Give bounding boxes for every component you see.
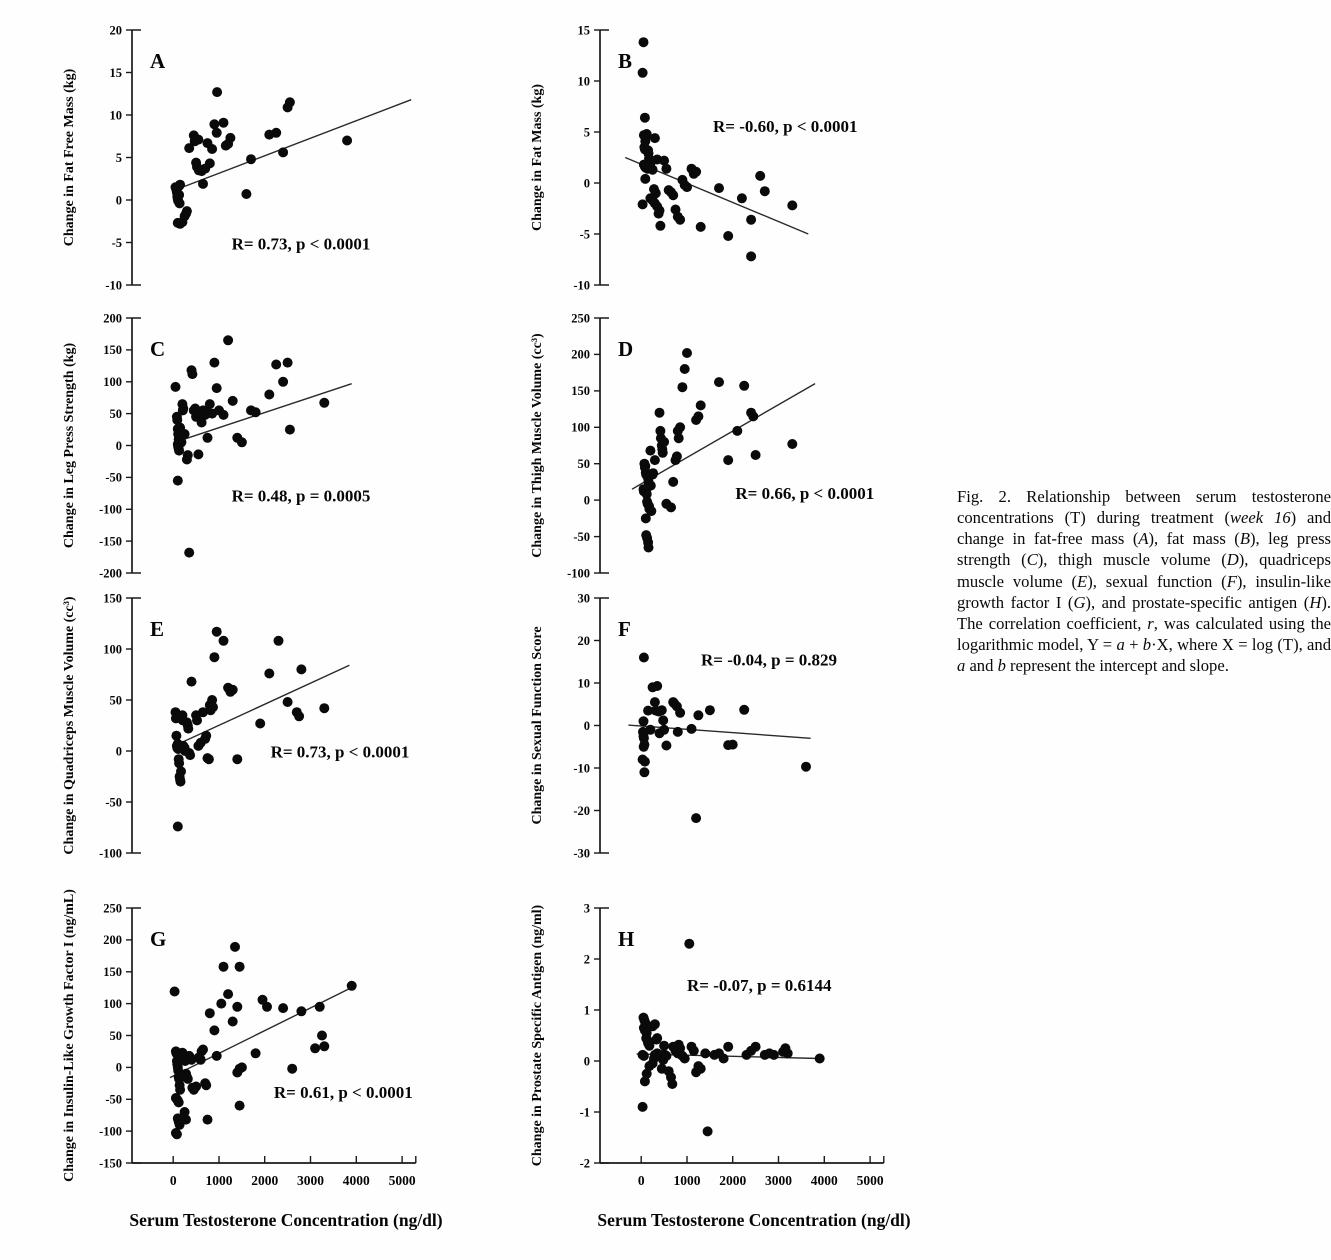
panel-letter: A bbox=[150, 49, 166, 73]
svg-text:-10: -10 bbox=[573, 278, 590, 293]
svg-text:0: 0 bbox=[115, 744, 122, 759]
svg-text:250: 250 bbox=[103, 901, 122, 916]
caption-text: ·X, where X = log (T), and bbox=[1151, 635, 1331, 655]
x-axis bbox=[600, 1156, 884, 1188]
y-axis bbox=[99, 591, 141, 860]
scatter-points bbox=[171, 335, 330, 557]
correlation-annotation: R= -0.07, p = 0.6144 bbox=[687, 975, 832, 995]
panel-letter: F bbox=[618, 617, 631, 641]
caption-text: + bbox=[1124, 635, 1143, 655]
svg-text:0: 0 bbox=[583, 493, 590, 508]
scatter-points bbox=[170, 942, 357, 1139]
svg-text:-30: -30 bbox=[573, 846, 590, 861]
svg-text:0: 0 bbox=[583, 1054, 590, 1069]
svg-text:3000: 3000 bbox=[765, 1173, 792, 1188]
panel-d-chart bbox=[520, 306, 990, 606]
svg-text:2000: 2000 bbox=[719, 1173, 747, 1188]
svg-text:50: 50 bbox=[109, 1028, 122, 1043]
svg-text:2: 2 bbox=[583, 952, 590, 967]
caption-text: ), quadriceps muscle volume ( bbox=[957, 550, 1331, 591]
svg-text:150: 150 bbox=[103, 343, 122, 358]
panel-letter: G bbox=[150, 927, 167, 951]
panel-f-chart bbox=[520, 586, 990, 886]
y-axis-title: Change in Thigh Muscle Volume (cc³) bbox=[530, 333, 545, 558]
svg-text:250: 250 bbox=[571, 311, 590, 326]
figure-caption bbox=[957, 486, 1331, 676]
caption-italic-text: b bbox=[1142, 635, 1152, 655]
svg-text:0: 0 bbox=[115, 1060, 122, 1075]
y-axis-title: Change in Quadriceps Muscle Volume (cc³) bbox=[62, 596, 77, 855]
svg-text:-10: -10 bbox=[105, 278, 122, 293]
svg-text:100: 100 bbox=[103, 375, 122, 389]
caption-text: , was calculated using the logarithmic model, Y = bbox=[957, 613, 1331, 655]
svg-text:-2: -2 bbox=[579, 1156, 590, 1171]
svg-text:15: 15 bbox=[577, 23, 590, 38]
panel-letter: C bbox=[150, 337, 166, 361]
svg-text:100: 100 bbox=[571, 420, 590, 435]
caption-text: and bbox=[965, 656, 998, 676]
caption-text: ), fat mass ( bbox=[1148, 529, 1240, 549]
x-axis-label-right: Serum Testosterone Concentration (ng/dl) bbox=[597, 1210, 911, 1230]
correlation-annotation: R= 0.73, p < 0.0001 bbox=[270, 742, 410, 762]
svg-text:200: 200 bbox=[103, 933, 122, 948]
panel-g-chart bbox=[52, 889, 522, 1236]
y-axis bbox=[567, 311, 609, 580]
y-axis bbox=[580, 901, 609, 1170]
y-axis bbox=[573, 591, 609, 860]
svg-text:200: 200 bbox=[571, 347, 590, 362]
caption-italic-text: C bbox=[1026, 550, 1038, 570]
caption-text: ), leg press strength ( bbox=[957, 529, 1331, 570]
caption-italic-text: F bbox=[1226, 571, 1237, 591]
scatter-points bbox=[639, 348, 798, 553]
correlation-annotation: R= 0.66, p < 0.0001 bbox=[735, 484, 875, 503]
caption-text: ). The correlation coefficient, bbox=[957, 592, 1331, 633]
panel-e-chart bbox=[52, 586, 522, 886]
panel-h-chart bbox=[520, 896, 990, 1236]
svg-text:50: 50 bbox=[109, 693, 122, 708]
svg-text:1000: 1000 bbox=[673, 1173, 701, 1188]
svg-text:-20: -20 bbox=[573, 803, 590, 818]
svg-text:-200: -200 bbox=[99, 566, 122, 581]
svg-text:0: 0 bbox=[637, 1173, 645, 1188]
correlation-annotation: R= 0.73, p < 0.0001 bbox=[231, 234, 371, 254]
svg-text:1000: 1000 bbox=[205, 1173, 233, 1188]
caption-italic-text: H bbox=[1309, 592, 1322, 612]
svg-text:-50: -50 bbox=[573, 529, 590, 544]
svg-text:20: 20 bbox=[577, 633, 590, 648]
y-axis bbox=[105, 23, 141, 292]
x-axis bbox=[132, 1156, 416, 1188]
panel-c-chart bbox=[52, 306, 522, 606]
caption-italic-text: a bbox=[957, 656, 966, 676]
svg-text:-100: -100 bbox=[567, 566, 590, 581]
panel-letter: E bbox=[150, 617, 165, 641]
panel-letter: D bbox=[618, 337, 634, 361]
y-axis bbox=[99, 901, 141, 1170]
x-axis-label-left: Serum Testosterone Concentration (ng/dl) bbox=[129, 1210, 443, 1230]
svg-text:150: 150 bbox=[103, 965, 122, 979]
caption-italic-text: A bbox=[1138, 529, 1149, 549]
svg-text:-5: -5 bbox=[111, 235, 122, 250]
scatter-points bbox=[638, 653, 811, 824]
svg-text:-100: -100 bbox=[99, 502, 122, 517]
svg-text:10: 10 bbox=[577, 74, 590, 89]
svg-text:4000: 4000 bbox=[342, 1173, 370, 1188]
svg-text:10: 10 bbox=[577, 676, 590, 691]
panel-letter: B bbox=[618, 49, 633, 73]
svg-text:2000: 2000 bbox=[251, 1173, 279, 1188]
svg-text:0: 0 bbox=[169, 1173, 177, 1188]
caption-text: ), and prostate-specific antigen ( bbox=[1085, 592, 1310, 612]
svg-text:0: 0 bbox=[115, 193, 122, 208]
svg-text:100: 100 bbox=[103, 996, 122, 1011]
y-axis-title: Change in Insulin-Like Growth Factor I (ng/mL) bbox=[62, 889, 77, 1182]
svg-text:3: 3 bbox=[583, 901, 590, 916]
scatter-points bbox=[638, 939, 825, 1137]
y-axis-title: Change in Fat Free Mass (kg) bbox=[62, 68, 77, 247]
svg-text:3000: 3000 bbox=[297, 1173, 324, 1188]
caption-italic-text: week 16 bbox=[1229, 508, 1291, 528]
svg-text:-100: -100 bbox=[99, 1124, 122, 1139]
svg-text:-10: -10 bbox=[573, 761, 590, 776]
caption-italic-text: D bbox=[1226, 550, 1239, 570]
y-axis-title: Change in Prostate Specific Antigen (ng/ml) bbox=[530, 904, 545, 1167]
caption-text: ) and change in fat-free mass ( bbox=[957, 508, 1331, 549]
correlation-annotation: R= -0.04, p = 0.829 bbox=[700, 650, 838, 670]
panel-letter: H bbox=[618, 927, 635, 951]
caption-text: ), insulin-like growth factor I ( bbox=[957, 571, 1331, 612]
scatter-points bbox=[171, 627, 330, 832]
svg-text:-5: -5 bbox=[579, 227, 590, 242]
svg-text:5: 5 bbox=[115, 150, 122, 165]
svg-text:-100: -100 bbox=[99, 846, 122, 861]
caption-italic-text: G bbox=[1073, 592, 1086, 612]
correlation-annotation: R= -0.60, p < 0.0001 bbox=[713, 117, 858, 136]
svg-text:5000: 5000 bbox=[388, 1173, 416, 1188]
svg-text:-50: -50 bbox=[105, 795, 122, 810]
svg-text:-150: -150 bbox=[99, 534, 122, 549]
scatter-points bbox=[171, 87, 353, 229]
trend-line bbox=[185, 100, 412, 187]
svg-text:150: 150 bbox=[103, 591, 122, 606]
caption-text: ), sexual function ( bbox=[1087, 571, 1227, 591]
panel-b-chart bbox=[520, 18, 990, 318]
caption-italic-text: r bbox=[1147, 613, 1154, 633]
svg-text:200: 200 bbox=[103, 311, 122, 326]
y-axis bbox=[573, 23, 609, 292]
svg-text:20: 20 bbox=[109, 23, 122, 38]
correlation-annotation: R= 0.48, p = 0.0005 bbox=[231, 486, 371, 506]
correlation-annotation: R= 0.61, p < 0.0001 bbox=[273, 1083, 413, 1102]
caption-text: Fig. 2. Relationship between serum testosterone concentrations (T) during treatment ( bbox=[957, 487, 1331, 528]
y-axis-title: Change in Sexual Function Score bbox=[530, 626, 545, 825]
svg-text:30: 30 bbox=[577, 591, 590, 606]
y-axis-title: Change in Leg Press Strength (kg) bbox=[62, 342, 77, 549]
svg-text:-50: -50 bbox=[105, 470, 122, 485]
svg-text:-1: -1 bbox=[579, 1105, 590, 1120]
svg-text:5000: 5000 bbox=[856, 1173, 884, 1188]
svg-text:0: 0 bbox=[583, 176, 590, 191]
caption-italic-text: a bbox=[1116, 635, 1125, 655]
caption-italic-text: E bbox=[1077, 571, 1088, 591]
caption-italic-text: b bbox=[997, 656, 1006, 676]
scatter-points bbox=[638, 37, 798, 261]
svg-text:150: 150 bbox=[571, 384, 590, 399]
y-axis bbox=[99, 311, 141, 580]
svg-text:-50: -50 bbox=[105, 1092, 122, 1107]
svg-text:4000: 4000 bbox=[810, 1173, 838, 1188]
svg-text:15: 15 bbox=[109, 65, 122, 80]
caption-text: ), thigh muscle volume ( bbox=[1037, 550, 1227, 570]
svg-text:0: 0 bbox=[583, 718, 590, 733]
panel-a-chart bbox=[52, 18, 522, 318]
svg-text:50: 50 bbox=[577, 457, 590, 471]
svg-text:10: 10 bbox=[109, 108, 122, 123]
svg-text:-150: -150 bbox=[99, 1156, 122, 1171]
svg-text:5: 5 bbox=[583, 125, 590, 140]
caption-italic-text: B bbox=[1239, 529, 1250, 549]
caption-text: represent the intercept and slope. bbox=[1005, 656, 1229, 676]
svg-text:50: 50 bbox=[109, 406, 122, 421]
svg-text:1: 1 bbox=[583, 1003, 590, 1018]
svg-text:100: 100 bbox=[103, 642, 122, 657]
y-axis-title: Change in Fat Mass (kg) bbox=[530, 83, 545, 232]
svg-text:0: 0 bbox=[115, 438, 122, 453]
